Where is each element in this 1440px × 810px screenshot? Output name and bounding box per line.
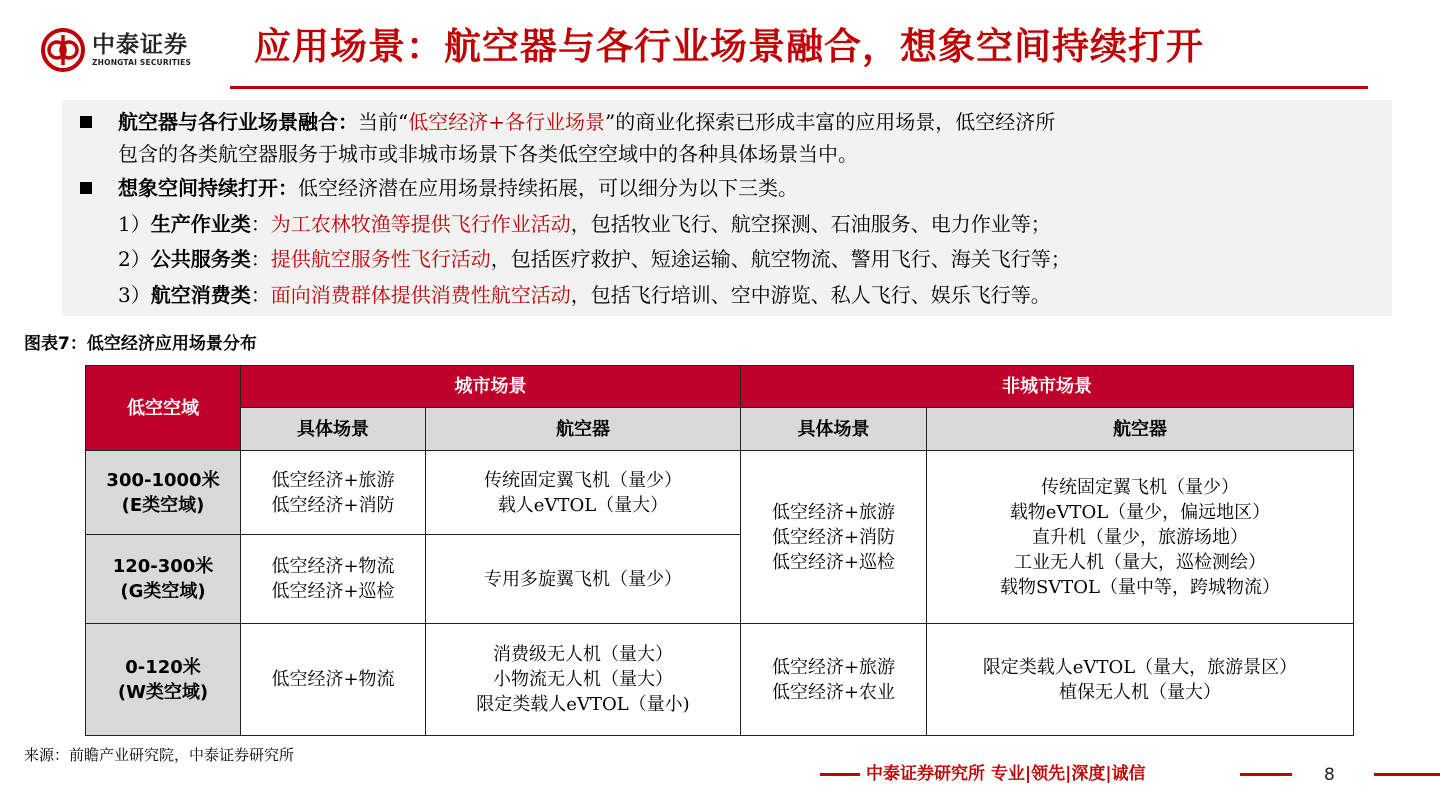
header-noncity: 非城市场景 (741, 366, 1354, 408)
title-divider (230, 86, 1368, 89)
subheader-noncity-aircraft: 航空器 (927, 408, 1354, 451)
subheader-noncity-scene: 具体场景 (741, 408, 927, 451)
noncity-aircraft-cell: 传统固定翼飞机（量少） 载物eVTOL（量少，偏远地区） 直升机（量少，旅游场地） 工业无人机（量大，巡检测绘） 载物SVTOL（量中等，跨城物流） (927, 451, 1354, 624)
airspace-cell: 0-120米 (W类空域) (86, 624, 241, 736)
bullet-1-highlight: 低空经济+各行业场景 (408, 110, 605, 134)
airspace-cell: 300-1000米 (E类空域) (86, 451, 241, 535)
footer-divider (1240, 773, 1292, 776)
bullet-1-line-2: 包含的各类航空器服务于城市或非城市场景下各类低空空域中的各种具体场景当中。 (118, 142, 858, 166)
bullet-square-icon (80, 116, 92, 128)
footer-divider (1374, 773, 1440, 776)
noncity-aircraft-cell: 限定类载人eVTOL（量大，旅游景区） 植保无人机（量大） (927, 624, 1354, 736)
table-row (86, 451, 1354, 535)
header-airspace: 低空空域 (86, 366, 241, 451)
city-scene-cell: 低空经济+物流 (241, 624, 426, 736)
logo-chinese-name: 中泰证券 (92, 32, 188, 58)
footer-tagline: 中泰证券研究所 专业|领先|深度|诚信 (866, 764, 1146, 784)
table-subheader-row (86, 408, 1354, 451)
page-number: 8 (1324, 765, 1335, 785)
noncity-scene-cell: 低空经济+旅游 低空经济+消防 低空经济+巡检 (741, 451, 927, 624)
summary-box (62, 100, 1392, 316)
header-city: 城市场景 (241, 366, 741, 408)
page-title: 应用场景：航空器与各行业场景融合，想象空间持续打开 (254, 24, 1204, 68)
logo-english-name: ZHONGTAI SECURITIES (92, 58, 192, 67)
subheader-city-scene: 具体场景 (241, 408, 426, 451)
zhongtai-logo-icon (40, 27, 86, 73)
city-aircraft-cell: 专用多旋翼飞机（量少） (426, 535, 741, 624)
city-scene-cell: 低空经济+旅游 低空经济+消防 (241, 451, 426, 535)
city-aircraft-cell: 传统固定翼飞机（量少） 载人eVTOL（量大） (426, 451, 741, 535)
category-item-2: 2）公共服务类：提供航空服务性飞行活动，包括医疗救护、短途运输、航空物流、警用飞行、海关飞行等； (118, 247, 1071, 271)
company-logo (40, 26, 220, 74)
source-note: 来源：前瞻产业研究院，中泰证券研究所 (24, 746, 295, 764)
noncity-scene-cell: 低空经济+旅游 低空经济+农业 (741, 624, 927, 736)
bullet-2-heading: 想象空间持续打开： (118, 176, 298, 200)
category-item-1: 1）生产作业类：为工农林牧渔等提供飞行作业活动，包括牧业飞行、航空探测、石油服务、电力作业等； (118, 212, 1051, 236)
bullet-1-heading: 航空器与各行业场景融合： (118, 110, 358, 134)
scene-table (85, 365, 1354, 736)
figure-label: 图表7：低空经济应用场景分布 (24, 334, 257, 354)
city-aircraft-cell: 消费级无人机（量大） 小物流无人机（量大） 限定类载人eVTOL（量小) (426, 624, 741, 736)
bullet-square-icon (80, 182, 92, 194)
footer-divider (820, 773, 860, 776)
subheader-city-aircraft: 航空器 (426, 408, 741, 451)
city-scene-cell: 低空经济+物流 低空经济+巡检 (241, 535, 426, 624)
bullet-2-line: 想象空间持续打开：低空经济潜在应用场景持续拓展，可以细分为以下三类。 (118, 176, 798, 200)
bullet-1-line-1: 航空器与各行业场景融合：当前“低空经济+各行业场景”的商业化探索已形成丰富的应用场景，低空经济所 (118, 110, 1056, 134)
category-item-3: 3）航空消费类：面向消费群体提供消费性航空活动，包括飞行培训、空中游览、私人飞行、娱乐飞行等。 (118, 283, 1051, 307)
table-header-row (86, 366, 1354, 408)
airspace-cell: 120-300米 (G类空域) (86, 535, 241, 624)
table-row (86, 624, 1354, 736)
